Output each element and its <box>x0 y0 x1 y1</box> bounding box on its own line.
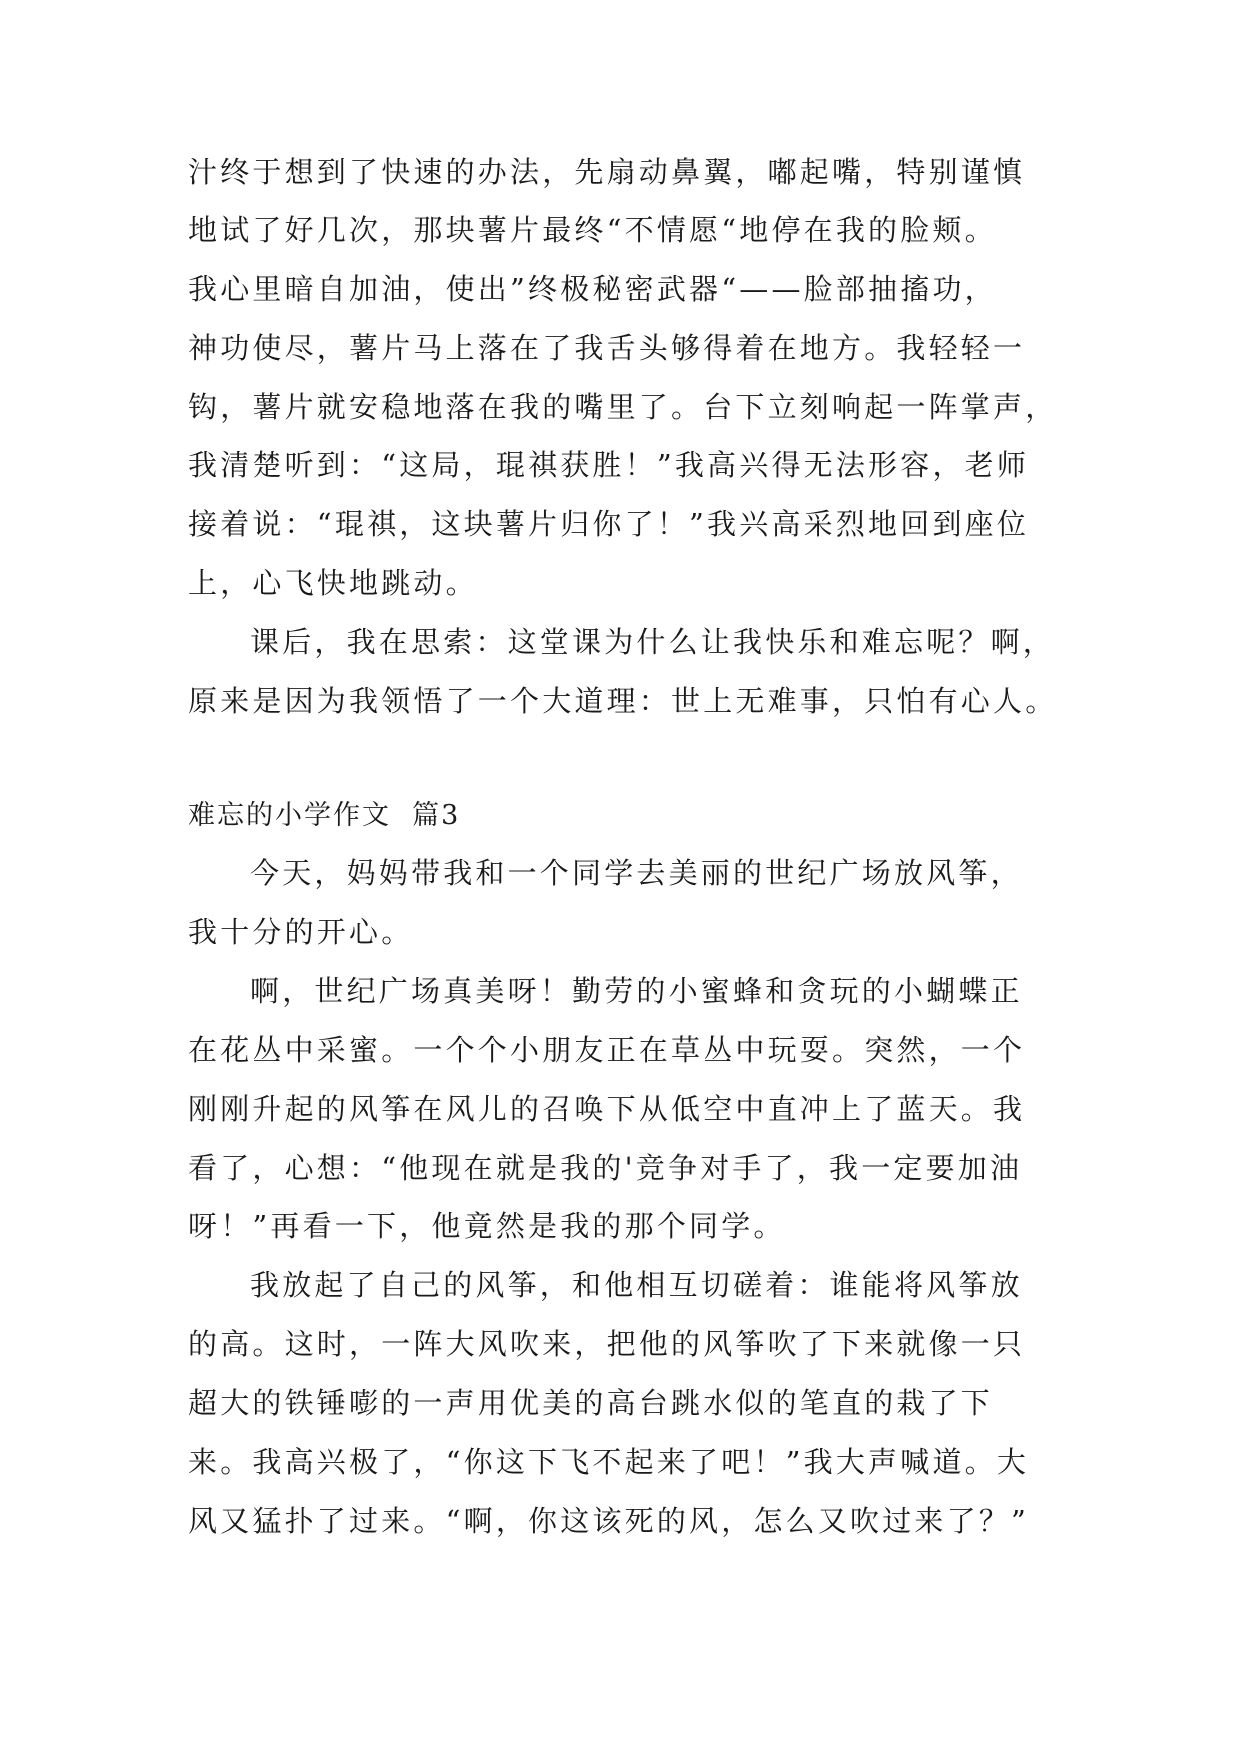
paragraph-line: 钩，薯片就安稳地落在我的嘴里了。台下立刻响起一阵掌声， <box>188 390 1058 424</box>
paragraph-line: 我十分的开心。 <box>188 915 414 949</box>
paragraph-line: 汁终于想到了快速的办法，先扇动鼻翼，嘟起嘴，特别谨慎 <box>188 155 1026 189</box>
paragraph-line: 在花丛中采蜜。一个个小朋友正在草丛中玩耍。突然，一个 <box>188 1033 1026 1067</box>
paragraph-line: 接着说：“琨祺，这块薯片归你了！”我兴高采烈地回到座位 <box>188 507 1030 541</box>
paragraph-line: 我放起了自己的风筝，和他相互切磋着：谁能将风筝放 <box>250 1268 1023 1302</box>
section-title: 难忘的小学作文 篇3 <box>188 800 461 831</box>
paragraph-line: 的高。这时，一阵大风吹来，把他的风筝吹了下来就像一只 <box>188 1327 1026 1361</box>
paragraph-line: 我心里暗自加油，使出”终极秘密武器“——脸部抽搐功， <box>188 272 997 306</box>
paragraph-line: 上，心飞快地跳动。 <box>188 566 478 600</box>
paragraph-line: 神功使尽，薯片马上落在了我舌头够得着在地方。我轻轻一 <box>188 331 1026 365</box>
paragraph-line: 刚刚升起的风筝在风儿的召唤下从低空中直冲上了蓝天。我 <box>188 1092 1026 1126</box>
paragraph-line: 啊，世纪广场真美呀！勤劳的小蜜蜂和贪玩的小蝴蝶正 <box>250 974 1023 1008</box>
paragraph-line: 今天，妈妈带我和一个同学去美丽的世纪广场放风筝， <box>250 856 1023 890</box>
paragraph-line: 呀！”再看一下，他竟然是我的那个同学。 <box>188 1209 786 1243</box>
paragraph-line: 看了，心想：“他现在就是我的'竞争对手了，我一定要加油 <box>188 1151 1023 1185</box>
paragraph-line: 我清楚听到：“这局，琨祺获胜！”我高兴得无法形容，老师 <box>188 448 1030 482</box>
paragraph-line: 地试了好几次，那块薯片最终“不情愿“地停在我的脸颊。 <box>188 213 997 247</box>
paragraph-line: 原来是因为我领悟了一个大道理：世上无难事，只怕有心人。 <box>188 684 1058 718</box>
paragraph-line: 来。我高兴极了，“你这下飞不起来了吧！”我大声喊道。大 <box>188 1445 1030 1479</box>
paragraph-line: 课后，我在思索：这堂课为什么让我快乐和难忘呢？啊， <box>250 625 1056 659</box>
paragraph-line: 风又猛扑了过来。“啊，你这该死的风，怎么又吹过来了？” <box>188 1504 1030 1538</box>
paragraph-line: 超大的铁锤嘭的一声用优美的高台跳水似的笔直的栽了下 <box>188 1386 994 1420</box>
